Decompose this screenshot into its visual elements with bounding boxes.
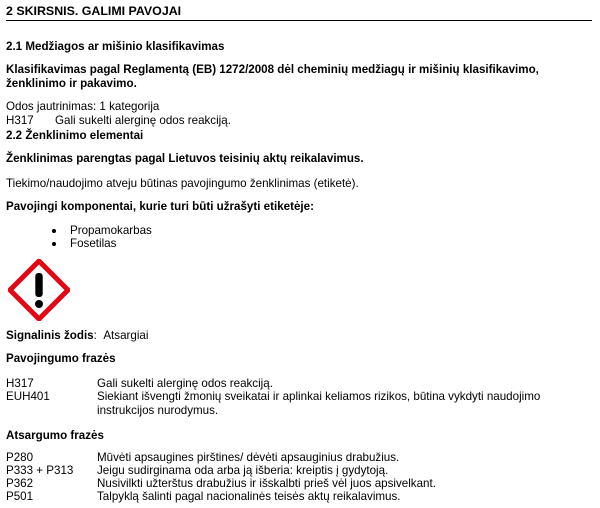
sds-section-2 [6, 0, 592, 508]
subsection-2-2-heading: 2.2 Ženklinimo elementai [6, 129, 144, 142]
hazard-code: EUH401 [6, 390, 50, 403]
subsection-2-1-heading: 2.1 Medžiagos ar mišinio klasifikavimas [6, 40, 225, 53]
classification-title: Klasifikavimas pagal Reglamentą (EB) 1272/2008 dėl cheminių medžiagų ir mišinių klasifikavimo, ženklinimo ir pakavimo. [6, 63, 539, 90]
precaution-code: P333 + P313 [6, 464, 74, 477]
signal-word-colon: : [93, 329, 97, 342]
section-title: 2 SKIRSNIS. GALIMI PAVOJAI [6, 0, 592, 21]
hazard-text: Gali sukelti alerginę odos reakciją. [97, 377, 273, 390]
precaution-code: P501 [6, 490, 34, 503]
hazard-text: Gali sukelti alerginę odos reakciją. [55, 114, 231, 127]
precaution-code: P280 [6, 451, 34, 464]
signal-word: Atsargiai [103, 329, 149, 342]
hazard-code: H317 [6, 114, 34, 127]
precaution-text: Talpyklą šalinti pagal nacionalinės teisės aktų reikalavimus. [97, 490, 401, 503]
components-list [52, 224, 152, 250]
hazard-statements-title: Pavojingumo frazės [6, 352, 116, 365]
category-line: Odos jautrinimas: 1 kategorija [6, 100, 160, 113]
list-item: Propamokarbas [52, 224, 152, 237]
components-title: Pavojingi komponentai, kurie turi būti užrašyti etiketėje: [6, 200, 314, 213]
hazard-code: H317 [6, 377, 34, 390]
list-item: Fosetilas [52, 237, 152, 250]
ghs-exclamation-mark-icon [8, 259, 70, 321]
labelling-title: Ženklinimas parengtas pagal Lietuvos teisinių aktų reikalavimus. [6, 152, 364, 165]
precaution-code: P362 [6, 477, 34, 490]
signal-word-line [6, 329, 148, 343]
hazard-text: Siekiant išvengti žmonių sveikatai ir aplinkai keliamos rizikos, būtina vykdyti naudojimo instrukcijos nurodymus. [97, 390, 541, 417]
labelling-text: Tiekimo/naudojimo atveju būtinas pavojingumo ženklinimas (etiketė). [6, 177, 359, 190]
precaution-text: Mūvėti apsaugines pirštines/ dėvėti apsauginius drabužius. [97, 451, 400, 464]
precautionary-statements-title: Atsargumo frazės [6, 429, 104, 442]
precaution-text: Jeigu sudirginama oda arba ją išberia: kreiptis į gydytoją. [97, 464, 389, 477]
precaution-text: Nusivilkti užterštus drabužius ir išskalbti prieš vėl juos apsivelkant. [97, 477, 436, 490]
signal-word-label: Signalinis žodis [6, 329, 94, 342]
